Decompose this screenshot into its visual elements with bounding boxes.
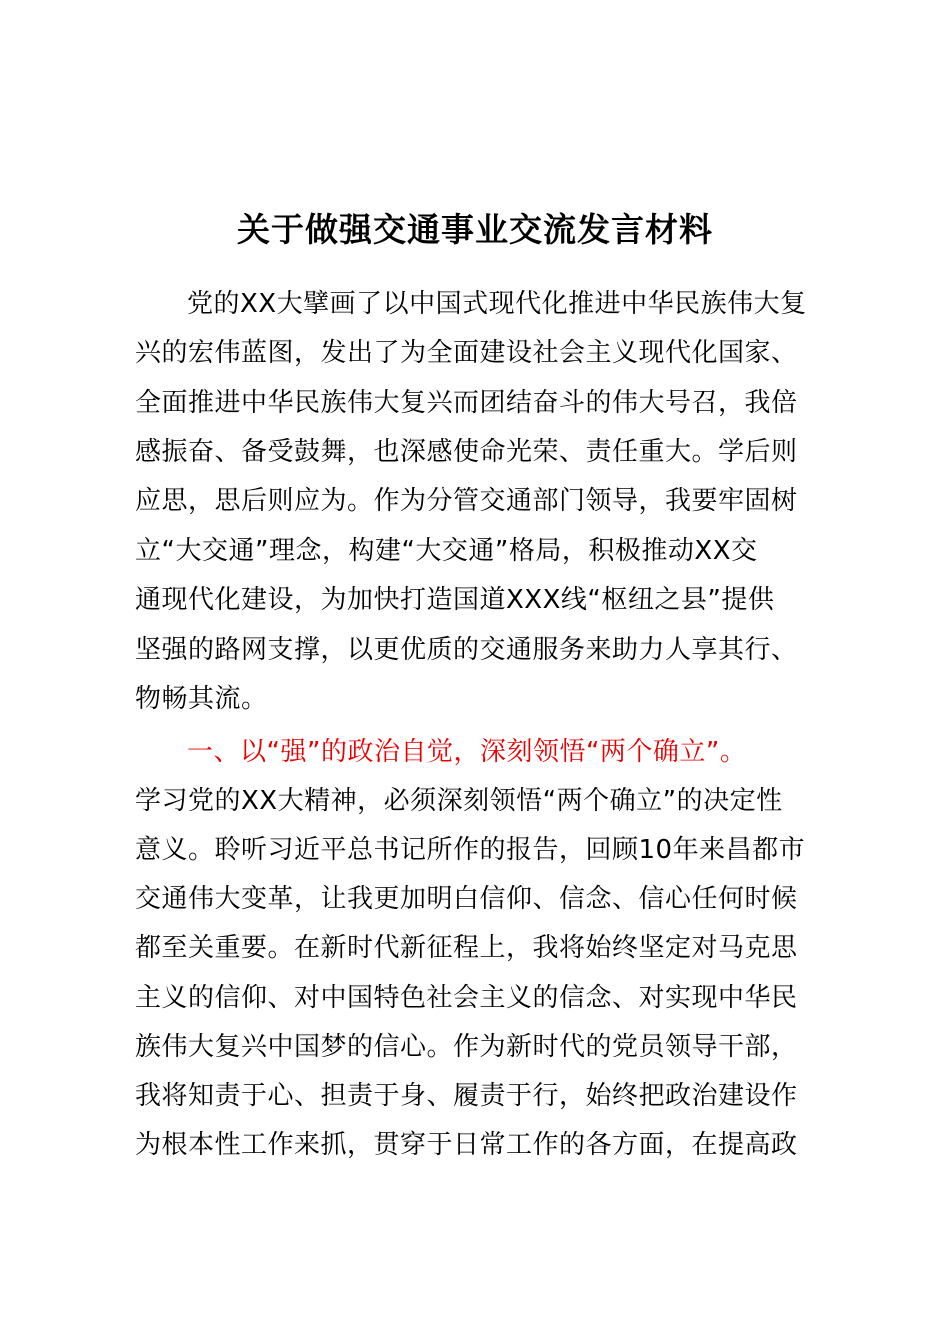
text-line: 都至关重要。在新时代新征程上，我将始终坚定对马克思 [135,933,798,963]
text-line: 交通伟大变革，让我更加明白信仰、信念、信心任何时候 [135,884,798,914]
text-line: 通现代化建设，为加快打造国道XXX线“枢纽之县”提供 [135,585,775,615]
text-line: 全面推进中华民族伟大复兴而团结奋斗的伟大号召，我倍 [135,388,798,418]
text-line: 族伟大复兴中国梦的信心。作为新时代的党员领导干部， [135,1032,798,1062]
document-title: 关于做强交通事业交流发言材料 [237,210,713,249]
text-line: 学习党的XX大精神，必须深刻领悟“两个确立”的决定性 [135,786,783,816]
text-line: 坚强的路网支撑，以更优质的交通服务来助力人享其行、 [135,635,798,665]
text-line: 主义的信仰、对中国特色社会主义的信念、对实现中华民 [135,983,798,1013]
text-line: 立“大交通”理念，构建“大交通”格局，积极推动XX交 [135,536,758,566]
text-line: 为根本性工作来抓，贯穿于日常工作的各方面，在提高政 [135,1130,798,1160]
text-line: 党的XX大擘画了以中国式现代化推进中华民族伟大复 [187,289,807,319]
section-heading: 一、以“强”的政治自觉，深刻领悟“两个确立”。 [187,737,747,767]
text-line: 感振奋、备受鼓舞，也深感使命光荣、责任重大。学后则 [135,437,798,467]
text-line: 应思，思后则应为。作为分管交通部门领导，我要牢固树 [135,486,798,516]
text-line: 兴的宏伟蓝图，发出了为全面建设社会主义现代化国家、 [135,338,798,368]
text-line: 物畅其流。 [135,684,268,714]
text-line: 我将知责于心、担责于身、履责于行，始终把政治建设作 [135,1081,798,1111]
text-line: 意义。聆听习近平总书记所作的报告，回顾10年来昌都市 [135,835,806,865]
